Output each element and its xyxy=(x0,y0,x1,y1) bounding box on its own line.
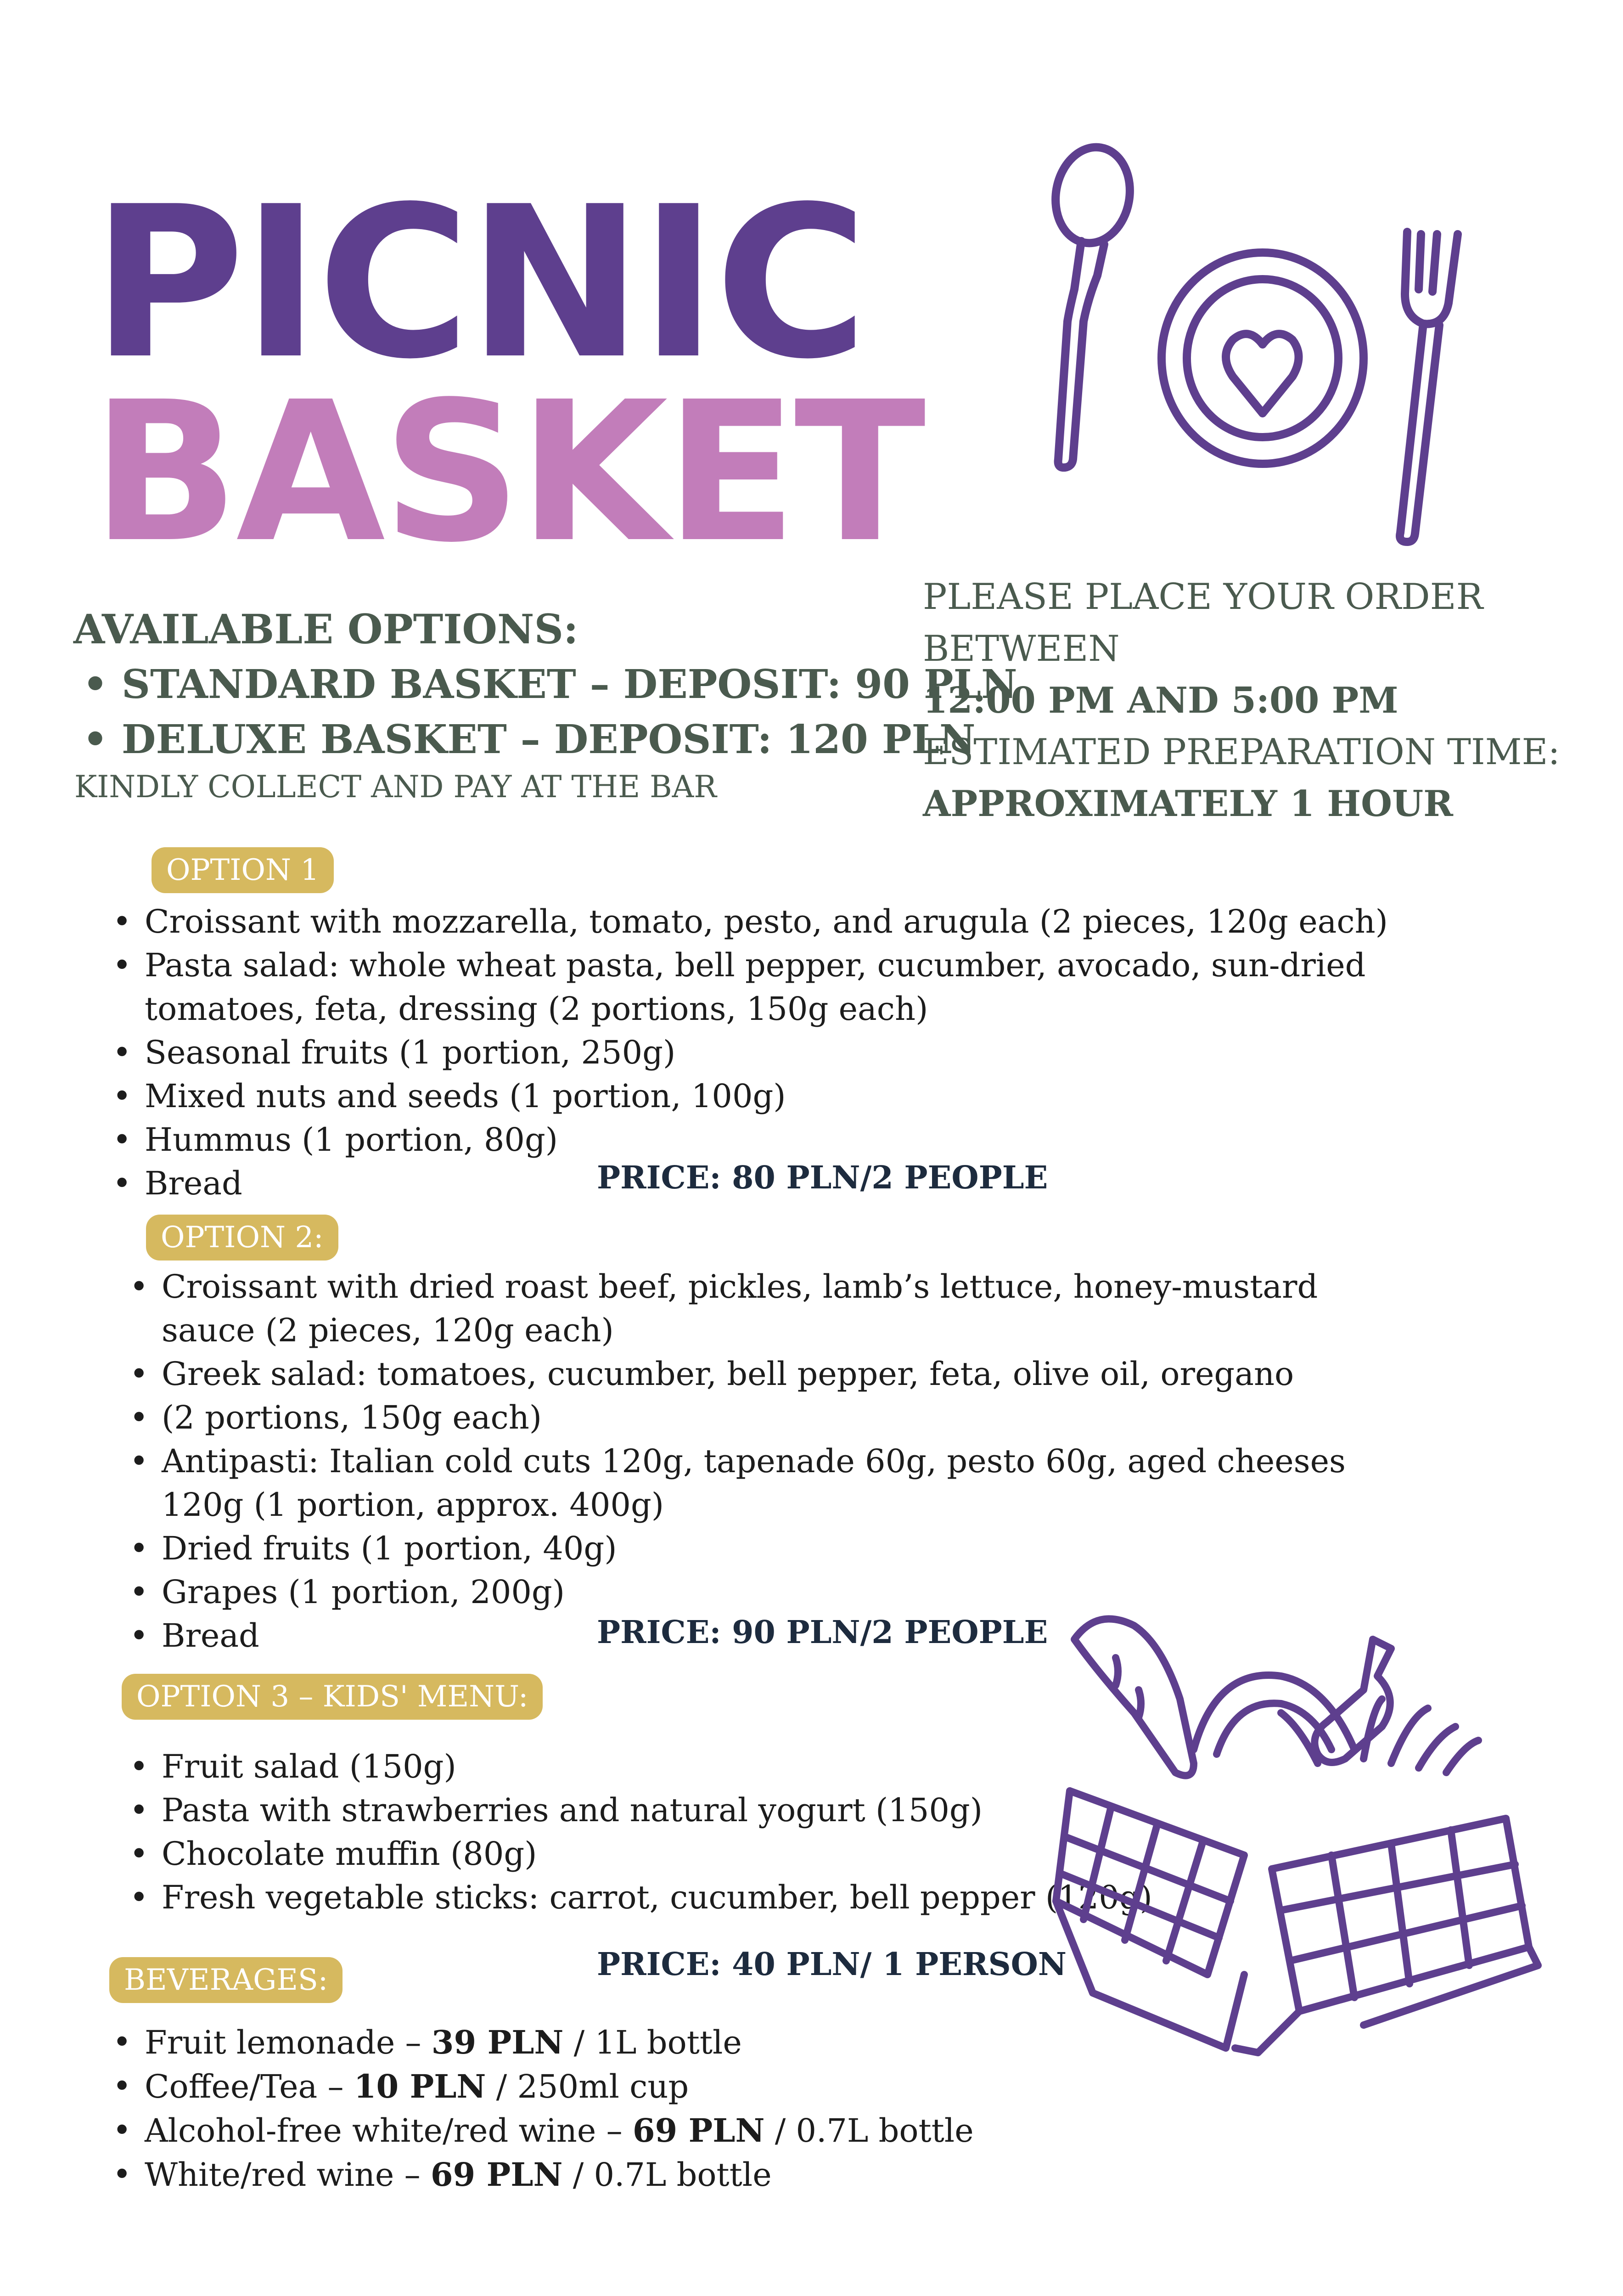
list-item-continuation xyxy=(125,1309,1346,1352)
list-item: • (2 portions, 150g each) xyxy=(125,1396,1346,1440)
beverage-name: White/red wine – xyxy=(145,2156,431,2194)
list-item: • Hummus (1 portion, 80g) xyxy=(108,1118,1388,1162)
list-item: • Dried fruits (1 portion, 40g) xyxy=(125,1527,1346,1570)
list-item: • Pasta salad: whole wheat pasta, bell pepper, cucumber, avocado, sun-dried xyxy=(108,944,1388,987)
beverage-unit: / 1L bottle xyxy=(563,2024,742,2061)
list-item: • Antipasti: Italian cold cuts 120g, tapenade 60g, pesto 60g, aged cheeses xyxy=(125,1440,1346,1483)
prep-time-label: ESTIMATED PREPARATION TIME: xyxy=(923,732,1560,773)
title-picnic: PICNIC xyxy=(92,162,865,405)
list-item: • Fruit salad (150g) xyxy=(125,1745,1152,1789)
beverages-badge: BEVERAGES: xyxy=(109,1957,343,2003)
collect-pay-note: KINDLY COLLECT AND PAY AT THE BAR xyxy=(74,769,717,805)
standard-basket-line: • STANDARD BASKET – DEPOSIT: 90 PLN xyxy=(83,661,1017,708)
picnic-basket-icon xyxy=(1056,1619,1538,2053)
order-hours: 12:00 PM AND 5:00 PM xyxy=(923,680,1398,721)
list-item-text: 120g (1 portion, approx. 400g) xyxy=(162,1486,664,1524)
list-item: • Greek salad: tomatoes, cucumber, bell pepper, feta, olive oil, oregano xyxy=(125,1352,1346,1396)
option-3-price: PRICE: 40 PLN/ 1 PERSON xyxy=(597,1946,1067,1983)
option-1-badge: OPTION 1 xyxy=(152,847,334,893)
available-options-heading: AVAILABLE OPTIONS: xyxy=(73,605,578,653)
list-item: • Croissant with dried roast beef, pickles, lamb’s lettuce, honey-mustard xyxy=(125,1265,1346,1309)
beverage-unit: / 0.7L bottle xyxy=(764,2112,974,2150)
fork-icon xyxy=(1400,232,1458,542)
title-basket: BASKET xyxy=(92,360,923,585)
list-item: • Chocolate muffin (80g) xyxy=(125,1832,1152,1876)
beverage-unit: / 250ml cup xyxy=(486,2068,689,2105)
picnic-basket-illustration xyxy=(1042,1598,1584,2140)
plate-heart-icon xyxy=(1162,253,1364,464)
list-item-continuation xyxy=(125,1483,1346,1527)
option-3-list xyxy=(125,1745,1152,1919)
beverages-list xyxy=(108,2020,974,2197)
list-item-text: sauce (2 pieces, 120g each) xyxy=(162,1311,614,1349)
list-item: • Bread xyxy=(125,1614,1346,1658)
option-2-price: PRICE: 90 PLN/2 PEOPLE xyxy=(597,1614,1048,1651)
beverage-item xyxy=(108,2153,974,2197)
beverage-unit: / 0.7L bottle xyxy=(562,2156,772,2194)
order-line-2: BETWEEN xyxy=(923,628,1120,670)
order-line-1: PLEASE PLACE YOUR ORDER xyxy=(923,576,1483,618)
option-1-price: PRICE: 80 PLN/2 PEOPLE xyxy=(597,1159,1048,1196)
beverage-item xyxy=(108,2109,974,2153)
beverage-name: Coffee/Tea – xyxy=(145,2068,354,2105)
option-2-badge: OPTION 2: xyxy=(146,1215,338,1261)
beverage-price: 10 PLN xyxy=(354,2067,486,2105)
beverage-name: Fruit lemonade – xyxy=(145,2024,432,2061)
list-item: • Mixed nuts and seeds (1 portion, 100g) xyxy=(108,1075,1388,1118)
list-item-continuation xyxy=(108,987,1388,1031)
list-item-text: tomatoes, feta, dressing (2 portions, 150g each) xyxy=(145,990,928,1028)
list-item: • Fresh vegetable sticks: carrot, cucumber, bell pepper (120g) xyxy=(125,1876,1152,1919)
beverage-item xyxy=(108,2065,974,2109)
deluxe-basket-line: • DELUXE BASKET – DEPOSIT: 120 PLN xyxy=(83,716,976,763)
list-item: • Pasta with strawberries and natural yogurt (150g) xyxy=(125,1789,1152,1832)
list-item: • Bread xyxy=(108,1162,1388,1205)
cutlery-illustration xyxy=(1024,138,1492,551)
beverage-name: Alcohol-free white/red wine – xyxy=(145,2112,633,2150)
prep-time-value: APPROXIMATELY 1 HOUR xyxy=(923,783,1453,825)
option-3-badge: OPTION 3 – KIDS' MENU: xyxy=(122,1674,543,1720)
spoon-icon xyxy=(1048,141,1137,467)
list-item: • Croissant with mozzarella, tomato, pesto, and arugula (2 pieces, 120g each) xyxy=(108,900,1388,944)
beverage-price: 69 PLN xyxy=(430,2155,563,2194)
beverage-price: 39 PLN xyxy=(431,2023,564,2061)
beverage-item xyxy=(108,2020,974,2065)
list-item: • Seasonal fruits (1 portion, 250g) xyxy=(108,1031,1388,1075)
beverage-price: 69 PLN xyxy=(632,2111,765,2150)
list-item: • Grapes (1 portion, 200g) xyxy=(125,1570,1346,1614)
